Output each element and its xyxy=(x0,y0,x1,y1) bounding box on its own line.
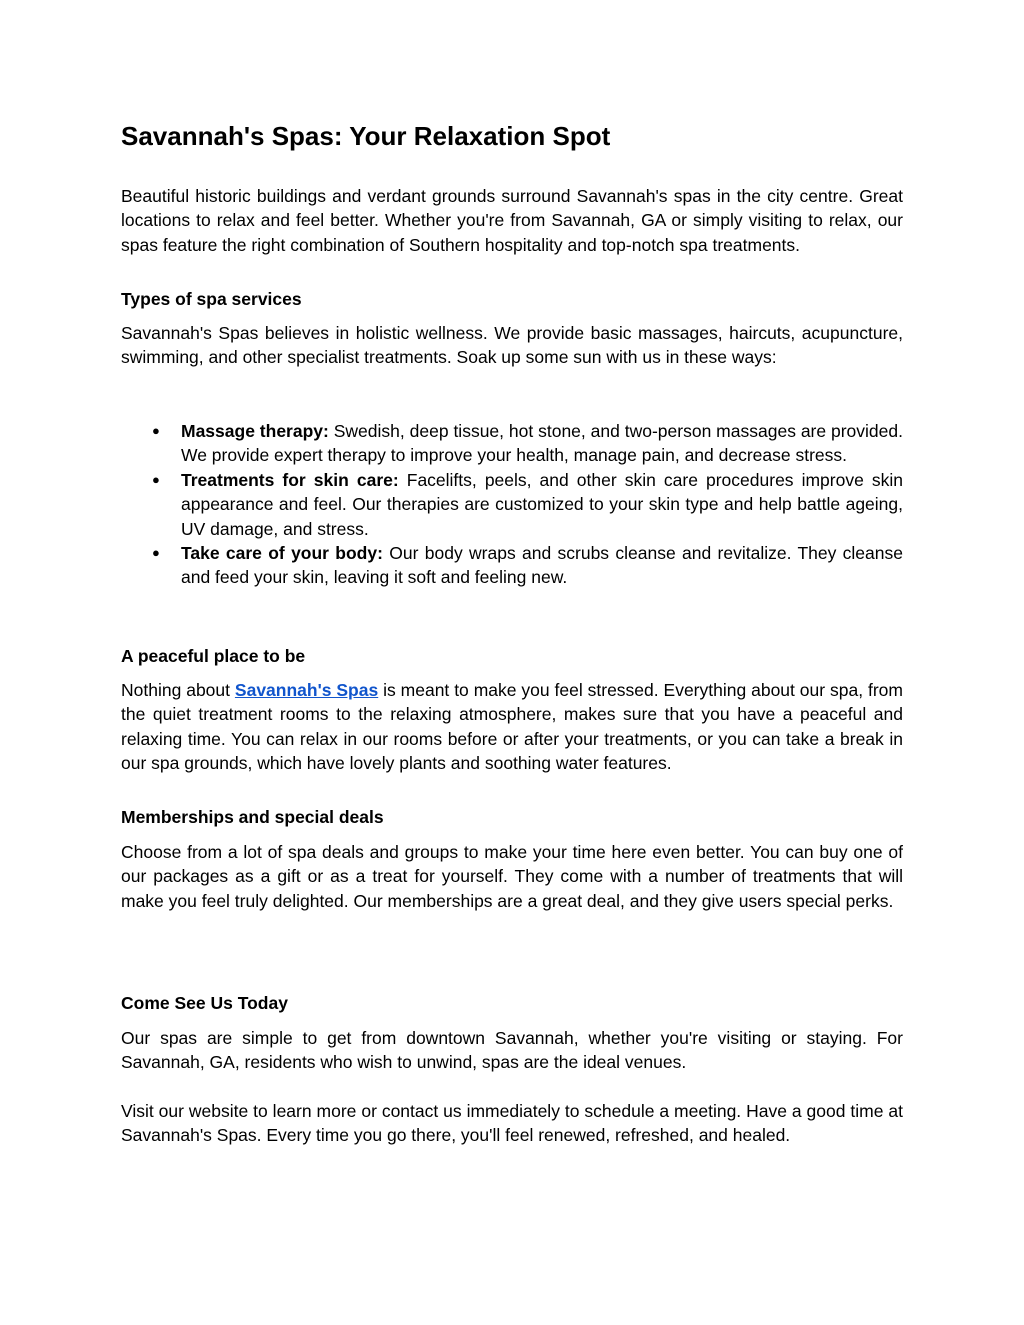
memberships-body-block xyxy=(121,840,903,913)
services-list-block xyxy=(121,419,903,590)
types-section xyxy=(121,287,903,311)
services-list xyxy=(121,419,903,590)
closing-block xyxy=(121,1099,903,1148)
intro-paragraph: Beautiful historic buildings and verdant grounds surround Savannah's spas in the city centre. Great locations to relax and feel better. Whether you're from Savannah, GA or simply visiting to relax, our spas feature the right combination of Southern hospitality and top-notch spa treatments. xyxy=(121,186,903,255)
memberships-heading: Memberships and special deals xyxy=(121,807,384,827)
peaceful-paragraph xyxy=(121,678,903,776)
peaceful-heading: A peaceful place to be xyxy=(121,646,306,666)
come-paragraph: Our spas are simple to get from downtown Savannah, whether you're visiting or staying. For Savannah, GA, residents who wish to unwind, spas are the ideal venues. xyxy=(121,1028,903,1073)
peaceful-body-block xyxy=(121,678,903,776)
come-section xyxy=(121,991,903,1015)
list-item xyxy=(121,468,903,541)
peaceful-text-before: Nothing about xyxy=(121,680,235,700)
list-item-text: Our body wraps and scrubs cleanse and revitalize. They cleanse and feed your skin, leaving it soft and feeling new. xyxy=(181,543,903,588)
intro-section xyxy=(121,184,903,257)
bullet-icon: ● xyxy=(152,423,160,438)
list-item-text: Swedish, deep tissue, hot stone, and two-person massages are provided. We provide expert therapy to improve your health, manage pain, and decrease stress. xyxy=(181,421,903,466)
list-item-term: Massage therapy: xyxy=(181,421,329,441)
bullet-icon: ● xyxy=(152,545,160,561)
types-heading: Types of spa services xyxy=(121,289,302,309)
list-item-term: Take care of your body: xyxy=(181,543,383,564)
list-item xyxy=(121,419,903,468)
list-item-term: Treatments for skin care: xyxy=(181,469,399,490)
memberships-paragraph: Choose from a lot of spa deals and groups to make your time here even better. You can buy one of our packages as a gift or as a treat for yourself. They come with a number of treatments that will make you feel truly delighted. Our memberships are a great deal, and they give users special perks. xyxy=(121,842,903,911)
types-paragraph: Savannah's Spas believes in holistic wellness. We provide basic massages, haircuts, acupuncture, swimming, and other specialist treatments. Soak up some sun with us in these ways: xyxy=(121,323,903,368)
come-heading: Come See Us Today xyxy=(121,993,288,1013)
closing-paragraph: Visit our website to learn more or contact us immediately to schedule a meeting. Have a good time at Savannah's Spas. Every time you go there, you'll feel renewed, refreshed, and healed. xyxy=(121,1101,903,1146)
peaceful-section xyxy=(121,644,903,668)
bullet-icon: ● xyxy=(152,471,160,487)
savannahs-spas-link[interactable]: Savannah's Spas xyxy=(234,680,379,700)
peaceful-text-after: is meant to make you feel stressed. Everything about our spa, from the quiet treatment rooms to the relaxing atmosphere, makes sure that you have a peaceful and relaxing time. You can relax in our rooms before or after your treatments, or you can take a break in our spa grounds, which have lovely plants and soothing water features. xyxy=(121,680,903,774)
list-item-text: Facelifts, peels, and other skin care procedures improve skin appearance and feel. Our therapies are customized to your skin type and help battle ageing, UV damage, and stress. xyxy=(181,469,904,539)
page-title: Savannah's Spas: Your Relaxation Spot xyxy=(121,121,611,151)
memberships-section xyxy=(121,805,903,829)
list-item xyxy=(121,541,903,590)
come-body-block xyxy=(121,1026,903,1075)
types-body-block xyxy=(121,321,903,370)
